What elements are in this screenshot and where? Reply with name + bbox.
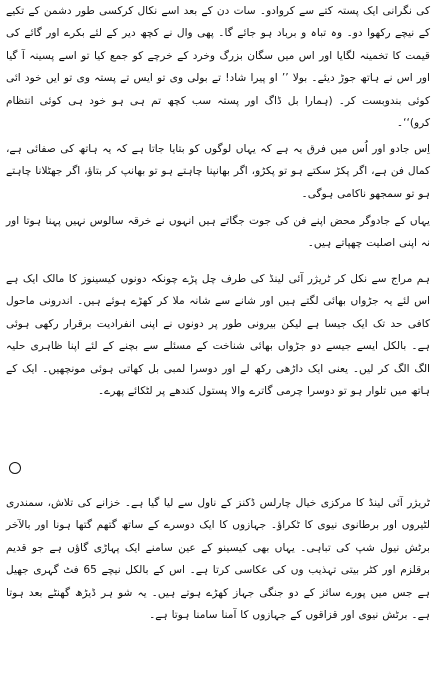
paragraph-2: اِس جادو اور اُس میں فرق یہ ہے کہ یہاں لوگوں کو بتایا جاتا ہے کہ یہ ہاتھ کی صفائی ہے، کمال فن ہے، اگر پکڑ سکتے ہو تو پکڑو، اگر بھانپنا چاہتے ہو تو بھانپ کر بتاؤ، اگر جھٹلانا چاہتے ہو تو سمجھو ناکامی ہوگی۔ <box>6 143 430 200</box>
paragraph-1: کی نگرانی ایک پستہ کتے سے کروادو۔ سات دن کے بعد اسے نکال کرکسی طور دشمن کے تکیے کے نیچے رکھوا دو۔ وہ تباہ و برباد ہو جائے گا۔ پھی وال نے کچھ دیر کے لئے بکرے اور گائے کی قیمت کا تخمینہ لگایا اور اس میں سگان بزرگ وخرد کے خرچے کو جمع کیا تو اسے پسینہ آ گیا اور اس نے ہاتھ جوڑ دیئے۔ بولا ’’ او پیرا شاد! تے بولی وی تو ایس تے پستہ وی تو ایں خود ائی کوئی بندوبست کر۔ (ہمارا بل ڈاگ اور پستہ سب کچھ تم ہی ہو خود ہی کوئی انتظام کرو)‘‘۔ <box>6 5 430 130</box>
section-divider-circle-icon <box>9 462 21 474</box>
paragraph-3: یہاں کے جادوگر محض اپنے فن کی جوت جگاتے ہیں انہوں نے خرقہ سالوس نہیں پہنا ہوتا اور نہ اپنی اصلیت چھپاتے ہیں۔ <box>6 215 430 250</box>
paragraph-4: ہم مراج سے نکل کر ٹریژر آئی لینڈ کی طرف چل پڑے چونکہ دونوں کیسینوز کا مالک ایک ہے اس لئے یہ جڑواں بھائی لگتے ہیں اور شانے سے شانہ ملا کر کھڑے ہوئے ہیں۔ اندرونی ماحول کافی حد تک ایک جیسا ہے لیکن بیرونی طور پر دونوں نے اپنی انفرادیت برقرار رکھی ہوئی ہے۔ بالکل ایسے جیسے دو جڑواں بھائی شناخت کے مسئلے سے بچنے کے لئے اپنا ظاہری حلیہ الگ الگ کر لیں۔ یعنی ایک داڑھی رکھ لے اور دوسرا لمبی بل کھاتی ہوئی مونچھیں۔ ایک کے ہاتھ میں تلوار ہو تو دوسرا چرمی گاترے والا پستول کندھے پر لٹکائے پھرے۔ <box>6 273 430 398</box>
paragraph-5: ٹریژر آئی لینڈ کا مرکزی خیال چارلس ڈکنز کے ناول سے لیا گیا ہے۔ خزانے کی تلاش، سمندری لٹیروں اور برطانوی نیوی کا ٹکراؤ۔ جہازوں کا ایک دوسرے کے ساتھ گتھم گتھا ہونا اور بالآخر برٹش نیول شپ کی تباہی۔ یہاں بھی کیسینو کے عین سامنے ایک پہاڑی گاؤں ہے جو قدیم برقلزم اور کٹر بیتی تہذیب وں کی عکاسی کرتا ہے۔ اس کے بالکل نیچے 65 فٹ گہری جھیل ہے جس میں پورے سائز کے دو جنگی جہاز کھڑے ہوتے ہیں۔ یہ شو ہر ڈیڑھ گھنٹے بعد ہوتا ہے۔ برٹش نیوی اور قزاقوں کے جہازوں کا آمنا سامنا ہوتا ہے۔ <box>6 497 430 622</box>
